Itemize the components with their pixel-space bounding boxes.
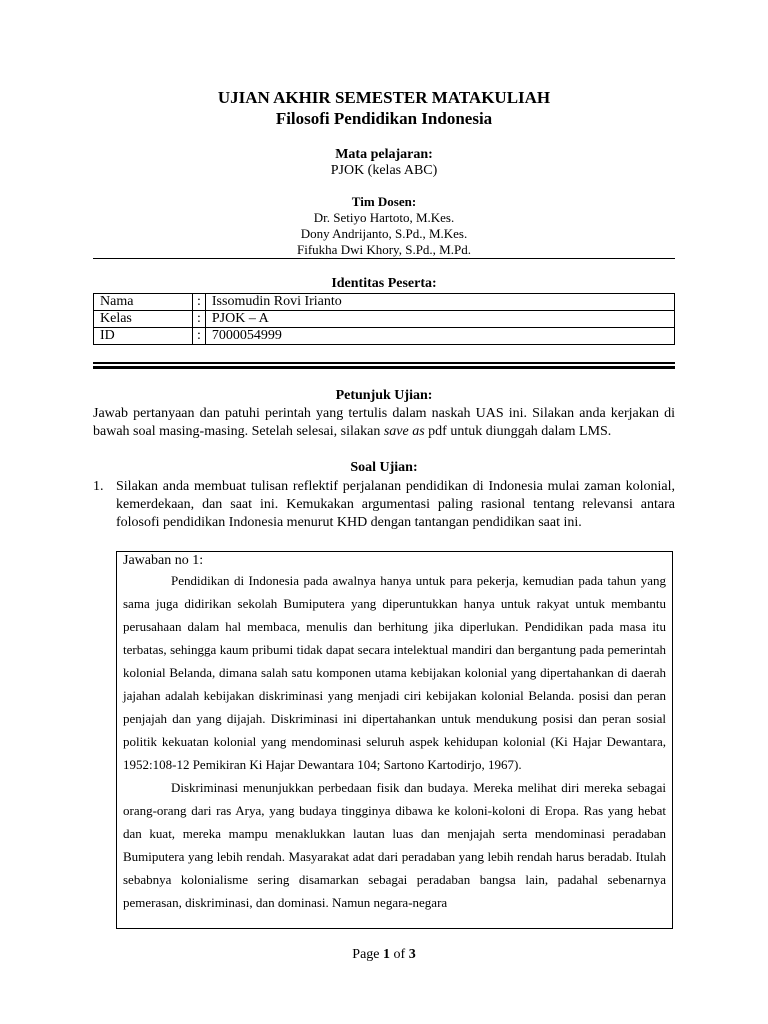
answer-body xyxy=(117,569,672,914)
instructions-text-part1: Jawab pertanyaan dan patuhi perintah yang tertulis dalam naskah UAS ini. Silakan anda kerjakan di bawah soal masing-masing. Setelah selesai, silakan xyxy=(93,406,675,439)
page-current: 1 xyxy=(383,947,391,962)
double-rule-bottom xyxy=(93,366,675,369)
table-row xyxy=(94,294,675,311)
lecturers-label: Tim Dosen: xyxy=(351,194,417,209)
page-total: 3 xyxy=(408,947,416,962)
answer-paragraph-2: Diskriminasi menunjukkan perbedaan fisik dan budaya. Mereka melihat diri mereka sebagai orang-orang dari ras Arya, yang budaya tingginya dibawa ke koloni-koloni di Eropa. Ras yang hebat dan kuat, mereka mampu menaklukkan lautan luas dan menjajah serta mendominasi peradaban Bumiputera yang lebih rendah. Masyarakat adat dari peradaban yang lebih rendah harus beradab. Itulah sebabnya kolonialisme sering disamarkan sebagai peradaban bangsa lain, padahal sebenarnya pemerasan, diskriminasi, dan dominasi. Namun negara-negara xyxy=(123,780,666,910)
question-number: 1. xyxy=(93,479,104,494)
answer-label: Jawaban no 1: xyxy=(123,553,204,568)
question-1 xyxy=(93,478,675,532)
identity-key: Nama xyxy=(94,294,193,311)
course-title: Filosofi Pendidikan Indonesia xyxy=(275,109,493,128)
lecturer-2: Dony Andrijanto, S.Pd., M.Kes. xyxy=(300,226,468,241)
lecturer-3: Fifukha Dwi Khory, S.Pd., M.Pd. xyxy=(297,242,471,257)
double-rule-top xyxy=(93,362,675,364)
identity-label: Identitas Peserta: xyxy=(331,276,437,291)
identity-value: Issomudin Rovi Irianto xyxy=(205,294,674,311)
of-word: of xyxy=(393,947,406,962)
identity-sep: : xyxy=(193,294,206,311)
identity-value: PJOK – A xyxy=(205,311,674,328)
identity-sep: : xyxy=(193,328,206,345)
page-footer xyxy=(0,947,768,963)
table-row xyxy=(94,328,675,345)
subject-value: PJOK (kelas ABC) xyxy=(330,163,438,178)
identity-key: ID xyxy=(94,328,193,345)
questions-label: Soal Ujian: xyxy=(350,460,418,475)
exam-title: UJIAN AKHIR SEMESTER MATAKULIAH xyxy=(217,88,551,107)
lecturer-1: Dr. Setiyo Hartoto, M.Kes. xyxy=(313,210,455,225)
instructions-text-part2: pdf untuk diunggah dalam LMS. xyxy=(424,424,612,439)
answer-paragraph-1: Pendidikan di Indonesia pada awalnya hanya untuk para pekerja, kemudian pada tahun yang sama juga didirikan sekolah Bumiputera yang diperuntukkan hanya untuk rakyat untuk membantu perusahaan dalam hal membaca, menulis dan berhitung jika diperlukan. Pendidikan pada masa itu terbatas, sehingga kaum pribumi tidak dapat secara intelektual mandiri dan bergantung pada pemerintah kolonial Belanda, dimana salah satu komponen utama kebijakan kolonial yang dipertahankan di daerah jajahan adalah kebijakan diskriminasi yang menjadi ciri kebijakan kolonial Belanda. posisi dan peran penjajah dan yang dijajah. Diskriminasi ini dipertahankan untuk mendukung posisi dan peran sosial politik kekuatan kolonial yang mendominasi seluruh aspek kehidupan kolonial (Ki Hajar Dewantara, 1952:108-12 Pemikiran Ki Hajar Dewantara 104; Sartono Kartodirjo, 1967). xyxy=(123,573,666,772)
page-word: Page xyxy=(352,947,380,962)
identity-key: Kelas xyxy=(94,311,193,328)
header-divider xyxy=(93,258,675,259)
question-text: Silakan anda membuat tulisan reflektif perjalanan pendidikan di Indonesia mulai zaman kolonial, kemerdekaan, dan saat ini. Kemukakan argumentasi paling rasional tentang relevansi antara folosofi pendidikan Indonesia menurut KHD dengan tantangan pendidikan saat ini. xyxy=(116,479,675,530)
table-row xyxy=(94,311,675,328)
answer-box xyxy=(116,551,673,929)
instructions-text xyxy=(93,405,675,441)
instructions-text-emphasis: save as xyxy=(383,424,425,439)
identity-sep: : xyxy=(193,311,206,328)
identity-table xyxy=(93,293,675,345)
subject-label: Mata pelajaran: xyxy=(335,147,433,162)
identity-value: 7000054999 xyxy=(205,328,674,345)
instructions-label: Petunjuk Ujian: xyxy=(335,388,433,403)
